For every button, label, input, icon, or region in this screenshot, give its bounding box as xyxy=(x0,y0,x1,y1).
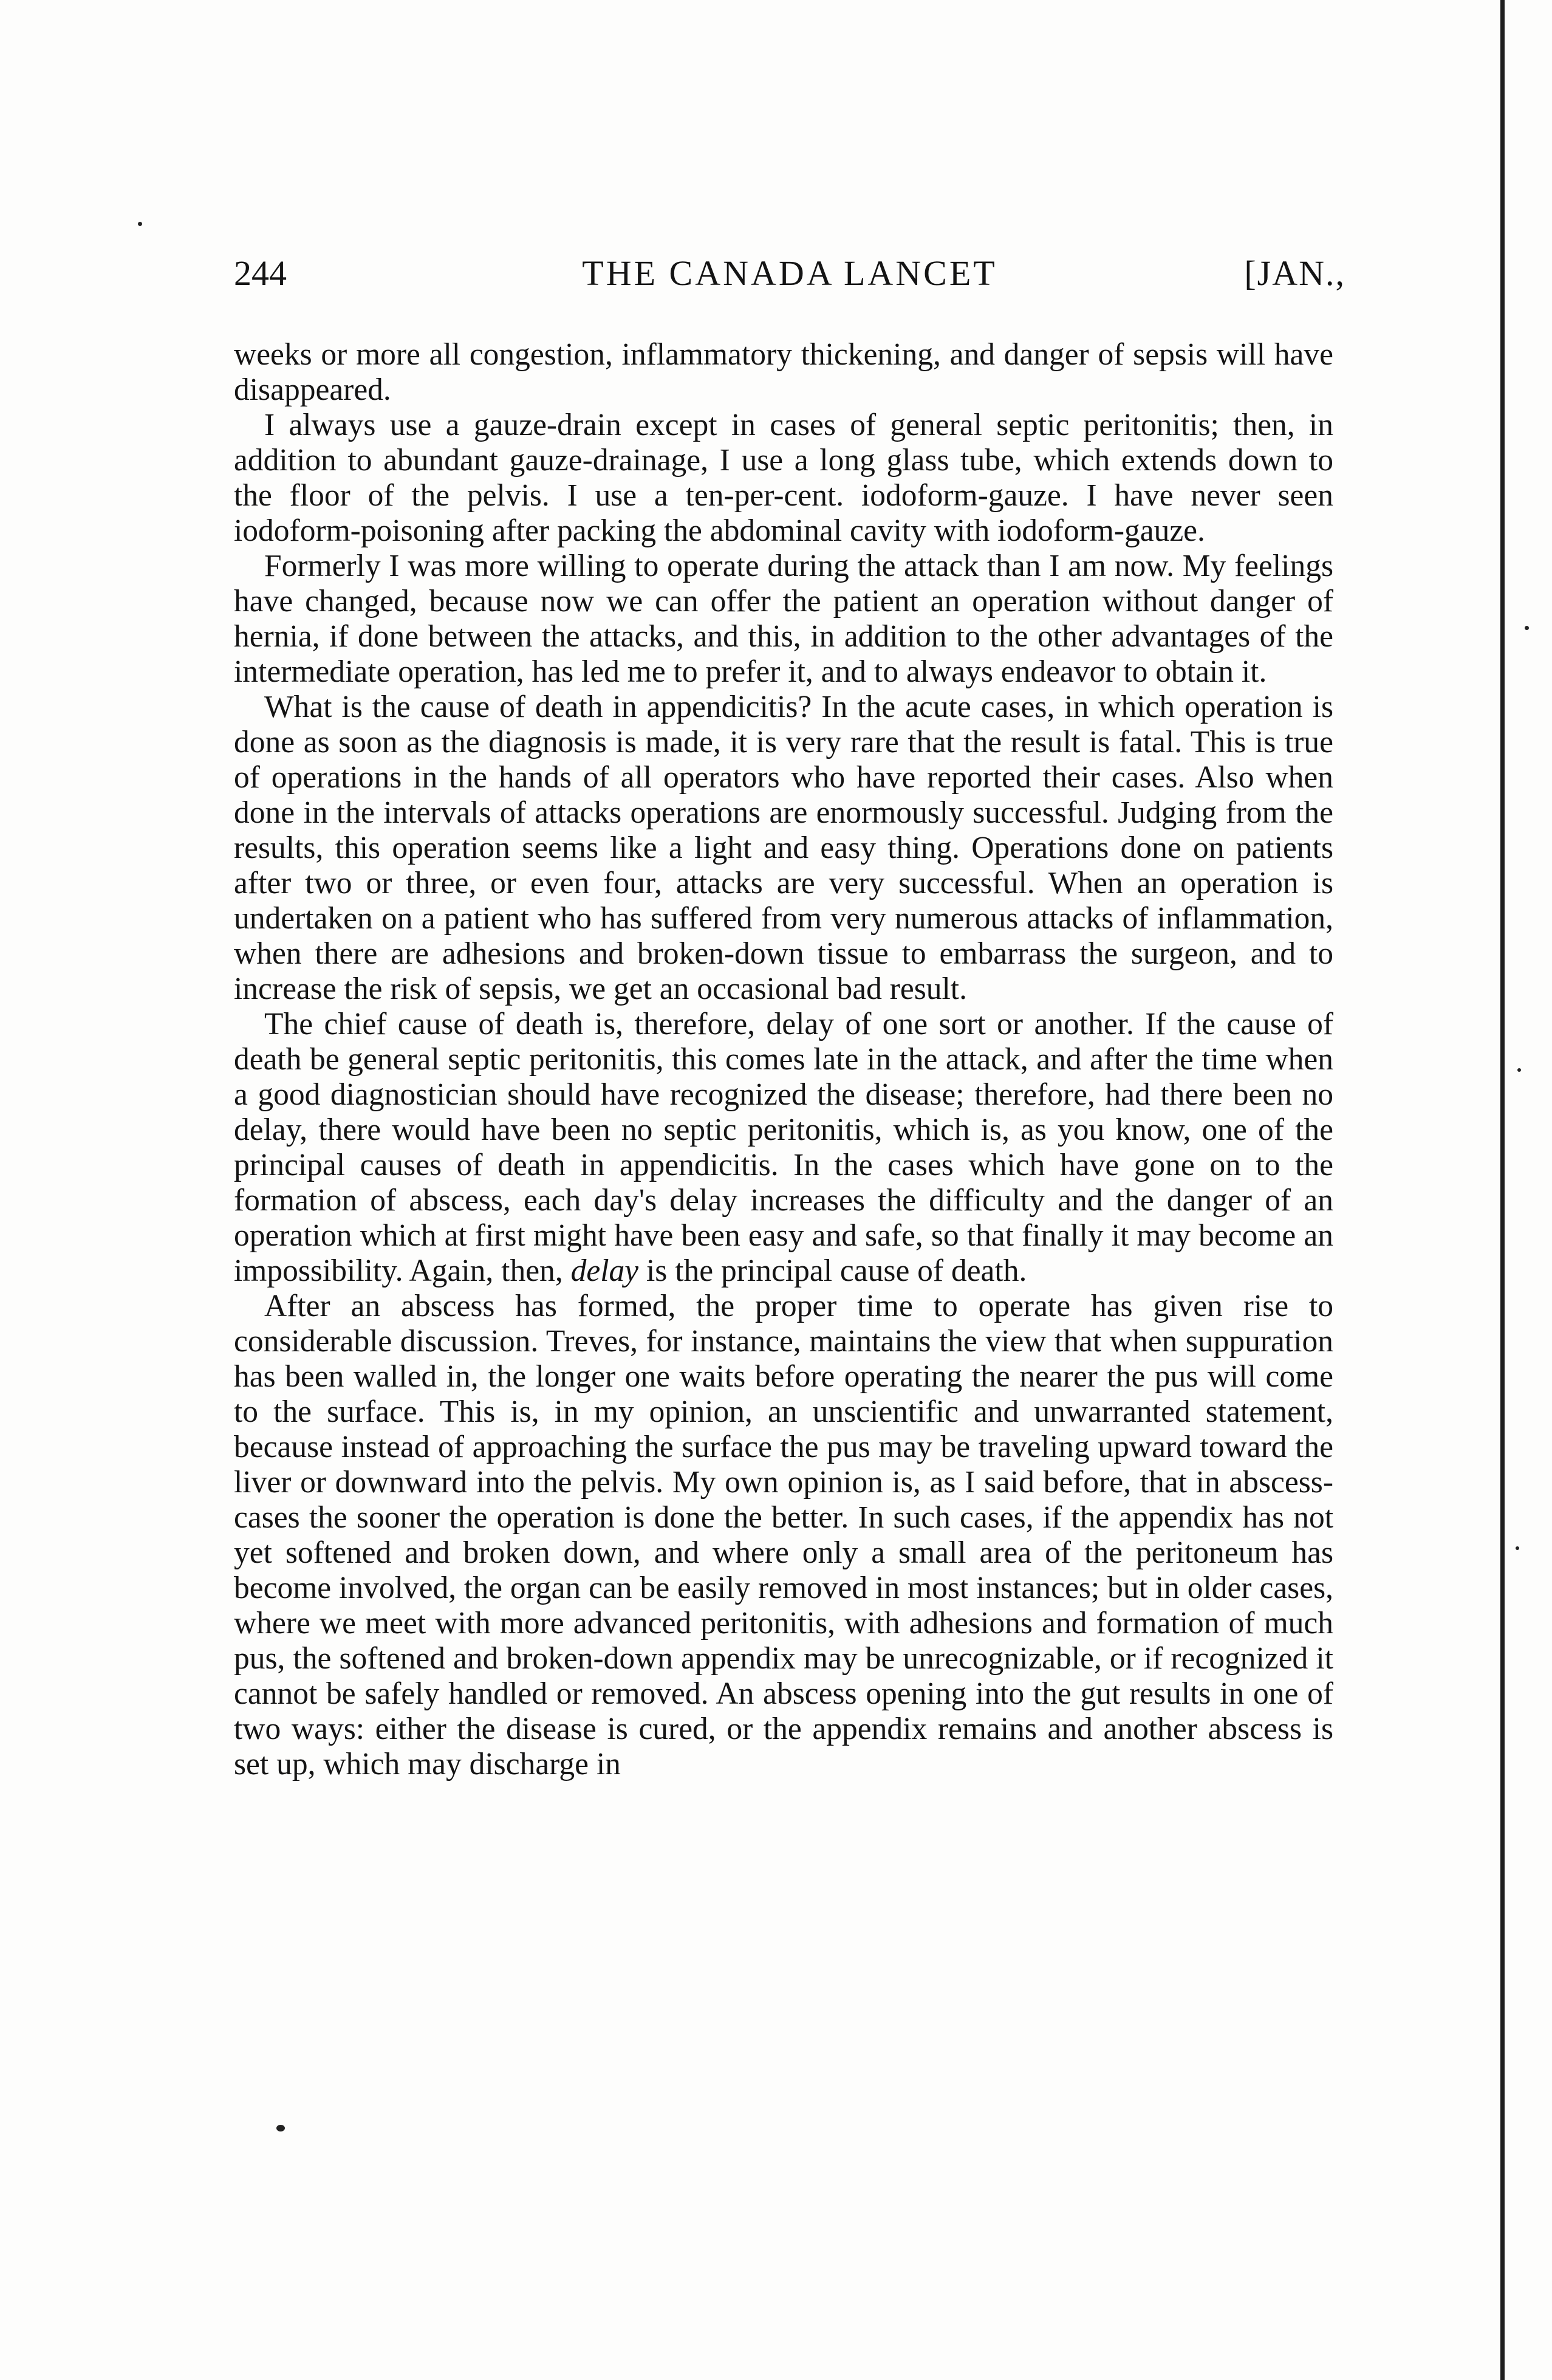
emphasis-delay: delay xyxy=(570,1253,639,1288)
paragraph: I always use a gauze-drain except in cases of general septic peritonitis; then, in addition to abundant gauze-drainage, I use a long glass tube, which extends down to the floor of the pelvis. I use a ten-per-cent. iodoform-gauze. I have never seen iodoform-poisoning after packing the abdominal cavity with iodoform-gauze. xyxy=(234,408,1333,548)
article-body xyxy=(234,337,1333,1782)
running-header xyxy=(234,249,1345,298)
issue-month: [JAN., xyxy=(1244,253,1345,293)
print-speck xyxy=(276,2125,285,2131)
print-speck xyxy=(1525,626,1529,630)
paragraph: The chief cause of death is, therefore, delay of one sort or another. If the cause of death be general septic peritonitis, this comes late in the attack, and after the time when a good diagnostician should have recognized the disease; therefore, had there been no delay, there would have been no septic peritonitis, which is, as you know, one of the principal causes of death in appendicitis. In the cases which have gone on to the formation of abscess, each day's delay increases the difficulty and the danger of an operation which at first might have been easy and safe, so that finally it may become an impossibility. Again, then, delay is the principal cause of death. xyxy=(234,1007,1333,1288)
print-speck xyxy=(1517,1068,1521,1072)
journal-title: THE CANADA LANCET xyxy=(582,253,997,293)
paragraph: What is the cause of death in appendicitis? In the acute cases, in which operation is done as soon as the diagnosis is made, it is very rare that the result is fatal. This is true of operations in the hands of all operators who have reported their cases. Also when done in the intervals of attacks operations are enormously successful. Judging from the results, this operation seems like a light and easy thing. Operations done on patients after two or three, or even four, attacks are very successful. When an operation is undertaken on a patient who has suffered from very numerous attacks of inflammation, when there are adhesions and broken-down tissue to embarrass the surgeon, and to increase the risk of sepsis, we get an occasional bad result. xyxy=(234,690,1333,1006)
page-number: 244 xyxy=(234,253,287,293)
page-edge-rule xyxy=(1500,0,1505,2380)
paragraph: After an abscess has formed, the proper time to operate has given rise to considerable discussion. Treves, for instance, maintains the view that when suppuration has been walled in, the longer one waits before operating the nearer the pus will come to the surface. This is, in my opinion, an unscientific and unwarranted statement, because instead of approaching the surface the pus may be traveling upward toward the liver or downward into the pelvis. My own opinion is, as I said before, that in abscess-cases the sooner the operation is done the better. In such cases, if the appendix has not yet softened and broken down, and where only a small area of the peritoneum has become involved, the organ can be easily removed in most instances; but in older cases, where we meet with more advanced peritonitis, with adhesions and formation of much pus, the softened and broken-down appendix may be unrecognizable, or if recognized it cannot be safely handled or removed. An abscess opening into the gut results in one of two ways: either the disease is cured, or the appendix remains and another abscess is set up, which may discharge in xyxy=(234,1289,1333,1782)
paragraph: Formerly I was more willing to operate during the attack than I am now. My feelings have changed, because now we can offer the patient an operation without danger of hernia, if done between the attacks, and this, in addition to the other advantages of the intermediate operation, has led me to prefer it, and to always endeavor to obtain it. xyxy=(234,549,1333,689)
print-speck xyxy=(138,222,142,226)
paragraph-continued: weeks or more all congestion, inflammatory thickening, and danger of sepsis will have disappeared. xyxy=(234,337,1333,407)
print-speck xyxy=(1516,1546,1519,1550)
